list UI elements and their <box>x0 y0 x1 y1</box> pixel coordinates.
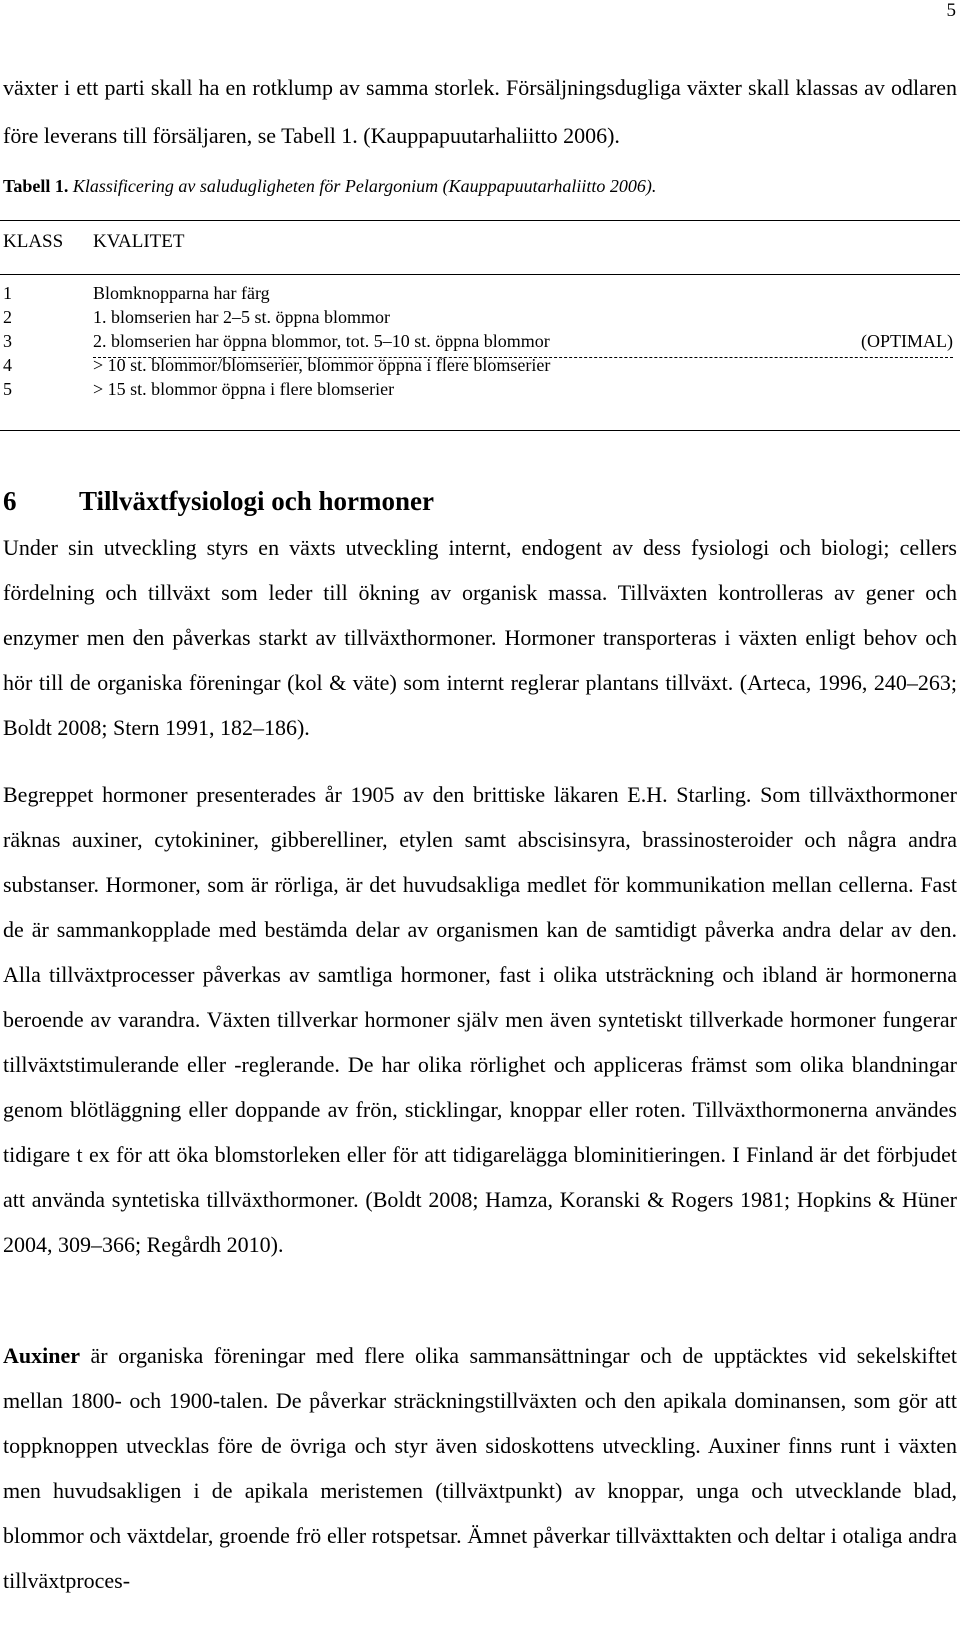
row-kvalitet: Blomknopparna har färg <box>93 283 270 303</box>
table-top-rule <box>0 220 960 221</box>
optimal-tag: (OPTIMAL) <box>861 331 953 351</box>
paragraph-text: är organiska föreningar med flere olika sammansättningar och de upptäcktes vid sekelskiftet mellan 1800- och 1900-talen. De påverkar sträckningstillväxten och den apikala dominansen, som gör att toppknoppen utvecklas före de övriga och styr även sidoskottens utveckling. Auxiner finns runt i växten men huvudsakligen i de apikala meristemen (tillväxtpunkt) av knoppar, unga och utvecklande blad, blommor och växtdelar, groende frö eller rotspetsar. Ämnet påverkar tillväxttakten och deltar i otaliga andra tillväxtproces- <box>3 1343 957 1593</box>
table-row-optimal <box>93 331 953 358</box>
table-row <box>0 355 960 381</box>
table-caption <box>3 176 656 197</box>
table-bottom-rule <box>0 430 960 431</box>
header-kvalitet: KVALITET <box>93 231 185 252</box>
table-header <box>0 231 960 261</box>
table-row <box>0 379 960 405</box>
table-caption-label: Tabell 1. <box>3 176 69 196</box>
row-klass: 3 <box>3 331 12 351</box>
row-klass: 1 <box>3 283 12 303</box>
table-header-rule <box>0 274 960 275</box>
row-kvalitet: > 10 st. blommor/blomserier, blommor öppna i flere blomserier <box>93 355 551 375</box>
header-klass: KLASS <box>3 231 64 252</box>
section-number: 6 <box>3 486 17 516</box>
page-number: 5 <box>946 0 956 21</box>
row-kvalitet: > 15 st. blommor öppna i flere blomserier <box>93 379 395 399</box>
table-row <box>0 307 960 333</box>
section-title: Tillväxtfysiologi och hormoner <box>79 486 434 516</box>
body-paragraph <box>3 1333 957 1603</box>
body-paragraph: Begreppet hormoner presenterades år 1905 av den brittiske läkaren E.H. Starling. Som tillväxthormoner räknas auxiner, cytokininer, gibberelliner, etylen samt abscisinsyra, brassinosteroider och några andra substanser. Hormoner, som är rörliga, är det huvudsakliga medlet för kommunikation mellan cellerna. Fast de är sammankopplade med bestämda delar av organismen kan de samtidigt påverka andra delar av den. Alla tillväxtprocesser påverkas av samtliga hormoner, fast i olika utsträckning och ibland är hormonerna beroende av varandra. Växten tillverkar hormoner själv men även syntetiskt tillverkade hormoner fungerar tillväxtstimulerande eller -reglerande. De har olika rörlighet och appliceras främst som olika blandningar genom blötläggning eller doppande av frön, sticklingar, knoppar eller roten. Tillväxthormonerna användes tidigare t ex för att öka blomstorleken eller för att tidigarelägga blominitieringen. I Finland är det förbjudet att använda syntetiska tillväxthormoner. (Boldt 2008; Hamza, Koranski & Rogers 1981; Hopkins & Hüner 2004, 309–366; Regårdh 2010). <box>3 782 957 1257</box>
row-kvalitet: 1. blomserien har 2–5 st. öppna blommor <box>93 307 390 327</box>
row-klass: 2 <box>3 307 12 327</box>
intro-paragraph: växter i ett parti skall ha en rotklump av samma storlek. Försäljningsdugliga växter skall klassas av odlaren före leverans till försäljaren, se Tabell 1. (Kauppapuutarhaliitto 2006). <box>3 75 957 148</box>
row-klass: 5 <box>3 379 12 399</box>
body-paragraph: Under sin utveckling styrs en växts utveckling internt, endogent av dess fysiologi och biologi; cellers fördelning och tillväxt som leder till ökning av organisk massa. Tillväxten kontrolleras av gener och enzymer men den påverkas starkt av tillväxthormoner. Hormoner transporteras i växten enligt behov och hör till de organiska föreningar (kol & väte) som internt reglerar plantans tillväxt. (Arteca, 1996, 240–263; Boldt 2008; Stern 1991, 182–186). <box>3 535 957 740</box>
row-kvalitet: 2. blomserien har öppna blommor, tot. 5–10 st. öppna blommor <box>93 331 550 351</box>
term-auxiner: Auxiner <box>3 1343 80 1368</box>
table-caption-text: Klassificering av saludugligheten för Pelargonium (Kauppapuutarhaliitto 2006). <box>68 176 657 196</box>
section-heading <box>3 486 434 517</box>
row-klass: 4 <box>3 355 12 375</box>
table-row <box>0 283 960 309</box>
